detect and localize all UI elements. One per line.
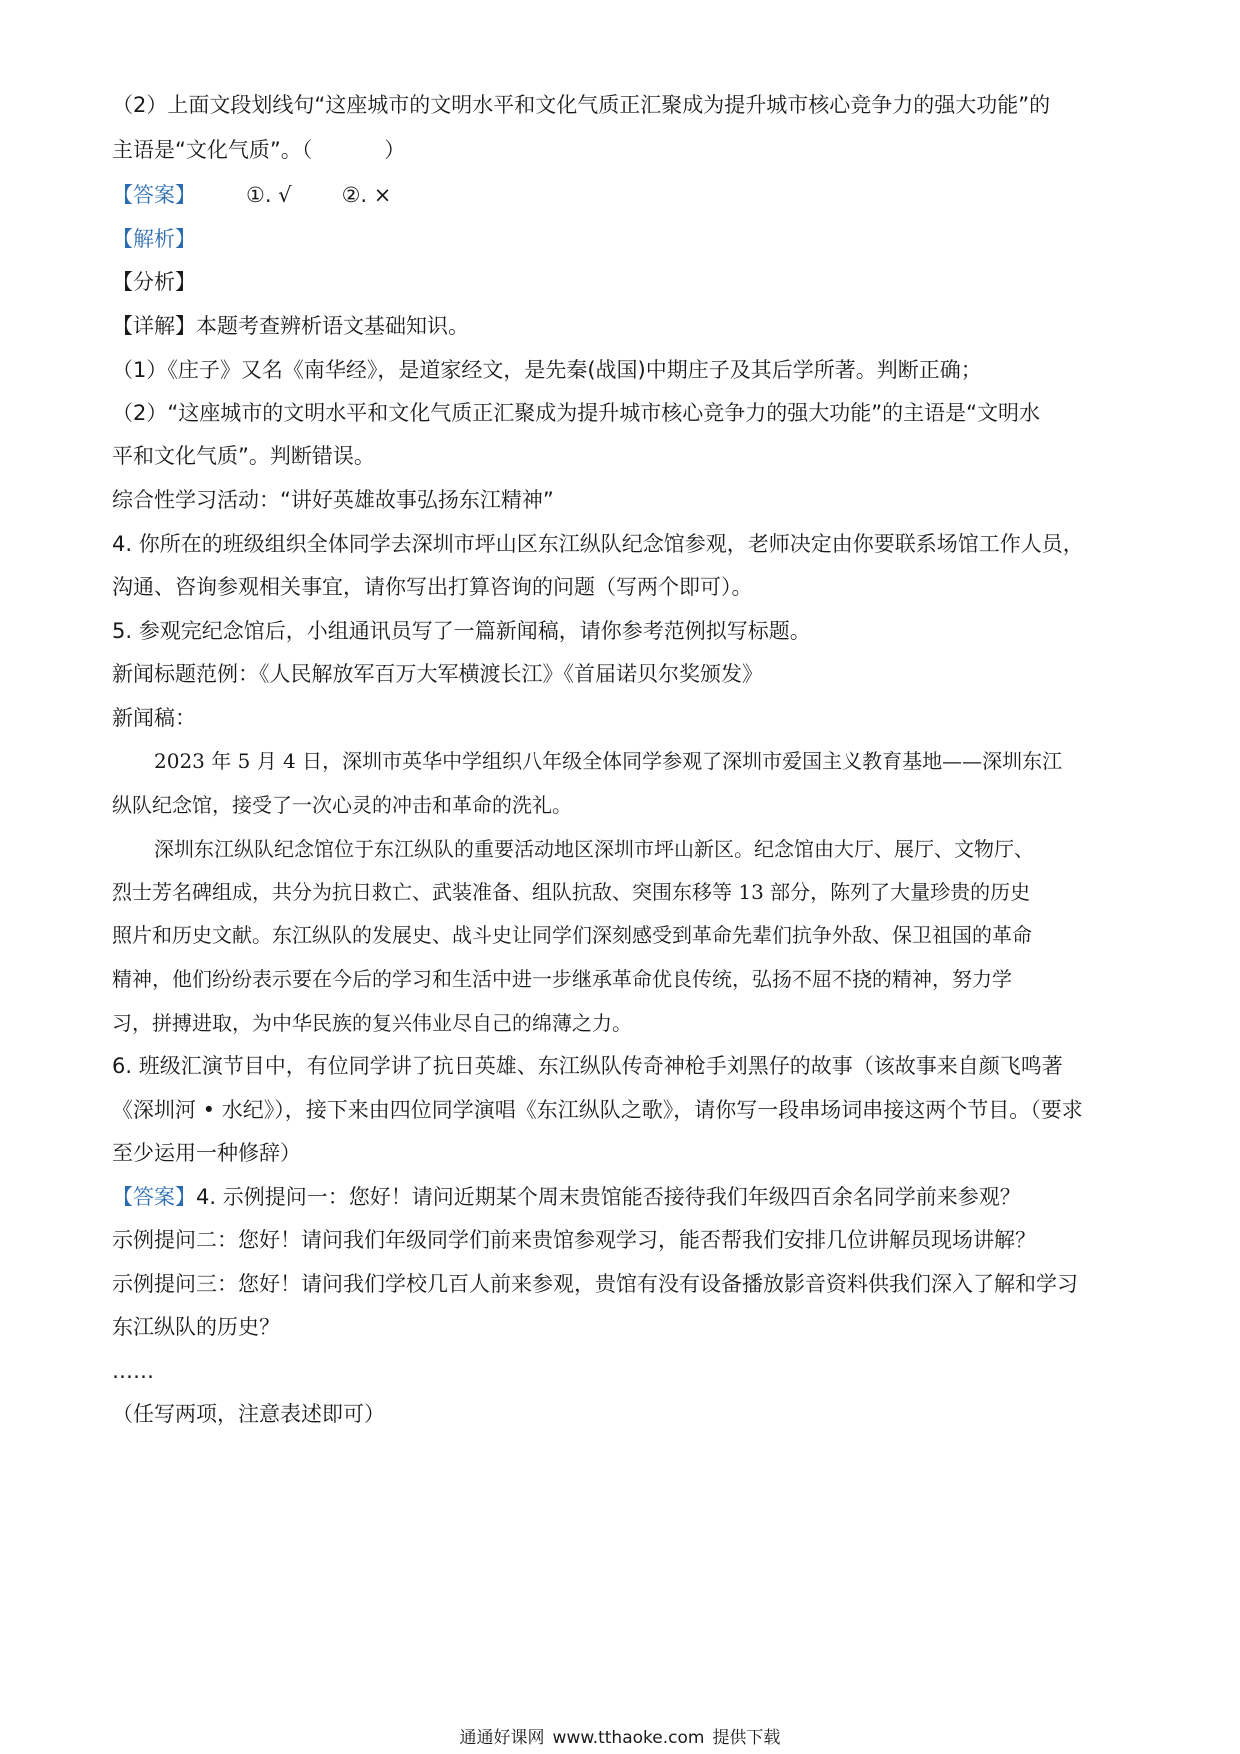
question-6: 6. 班级汇演节目中，有位同学讲了抗日英雄、东江纵队传奇神枪手刘黑仔的故事（该故事来自颜飞鸣著 xyxy=(112,1054,1063,1078)
question-6-continued: 《深圳河 • 水纪》），接下来由四位同学演唱《东江纵队之歌》，请你写一段串场词串接这两个节目。（要求 xyxy=(112,1098,1083,1122)
explanation-2-continued: 平和文化气质”。判断错误。 xyxy=(112,444,375,468)
question-4-continued: 沟通、咨询参观相关事宜，请你写出打算咨询的问题（写两个即可）。 xyxy=(112,575,753,599)
fenxi-tag: 【分析】 xyxy=(112,270,196,294)
news-paragraph-2-line-5: 习，拼搏进取，为中华民族的复兴伟业尽自己的绵薄之力。 xyxy=(112,1011,632,1035)
news-paragraph-1: 2023 年 5 月 4 日，深圳市英华中学组织八年级全体同学参观了深圳市爱国主义教育基地——深圳东江 xyxy=(154,749,1063,773)
question-2-line: （2）上面文段划线句“这座城市的文明水平和文化气质正汇聚成为提升城市核心竞争力的强大功能”的 xyxy=(112,93,1051,117)
headline-examples: 新闻标题范例：《人民解放军百万大军横渡长江》《首届诺贝尔奖颁发》 xyxy=(112,662,763,686)
news-paragraph-2-line-2: 烈士芳名碑组成，共分为抗日救亡、武装准备、组队抗敌、突围东移等 13 部分，陈列了大量珍贵的历史 xyxy=(112,880,1031,904)
answer-2: ②. × xyxy=(341,183,392,207)
question-2-close: ） xyxy=(384,138,406,162)
ellipsis: …… xyxy=(112,1359,154,1383)
news-paragraph-2-line-4: 精神，他们纷纷表示要在今后的学习和生活中进一步继承革命优良传统，弘扬不屈不挠的精神，努力学 xyxy=(112,967,1012,991)
analysis-tag: 【解析】 xyxy=(112,227,196,251)
answer-4-example-3-continued: 东江纵队的历史？ xyxy=(112,1315,280,1339)
answer-4-line xyxy=(112,1182,1130,1212)
footer-site-name: 通通好课网 xyxy=(459,1728,545,1748)
news-paragraph-2: 深圳东江纵队纪念馆位于东江纵队的重要活动地区深圳市坪山新区。纪念馆由大厅、展厅、文物厅、 xyxy=(154,837,1034,861)
question-6-requirement: 至少运用一种修辞） xyxy=(112,1141,301,1165)
answer-tag-2: 【答案】 xyxy=(112,1185,196,1209)
activity-title: 综合性学习活动：“讲好英雄故事弘扬东江精神” xyxy=(112,488,554,512)
question-5: 5. 参观完纪念馆后，小组通讯员写了一篇新闻稿，请你参考范例拟写标题。 xyxy=(112,619,811,643)
question-2-line-continued xyxy=(112,135,1130,165)
answer-4-example-3: 示例提问三：您好！请问我们学校几百人前来参观，贵馆有没有设备播放影音资料供我们深入了解和学习 xyxy=(112,1272,1078,1296)
answer-tag: 【答案】 xyxy=(112,183,196,207)
page-footer xyxy=(0,1726,1240,1750)
footer-suffix: 提供下载 xyxy=(712,1728,781,1748)
explanation-2: （2）“这座城市的文明水平和文化气质正汇聚成为提升城市核心竞争力的强大功能”的主语是“文明水 xyxy=(112,401,1040,425)
footer-url[interactable]: www.tthaoke.com xyxy=(552,1728,705,1748)
news-paragraph-2-line-3: 照片和历史文献。东江纵队的发展史、战斗史让同学们深刻感受到革命先辈们抗争外敌、保卫祖国的革命 xyxy=(112,923,1032,947)
answer-4-example-2: 示例提问二：您好！请问我们年级同学们前来贵馆参观学习，能否帮我们安排几位讲解员现场讲解？ xyxy=(112,1228,1036,1252)
answer-line xyxy=(112,180,1130,210)
answer-4-example-1: 4. 示例提问一：您好！请问近期某个周末贵馆能否接待我们年级四百余名同学前来参观？ xyxy=(196,1185,1021,1209)
detail-line: 【详解】本题考查辨析语文基础知识。 xyxy=(112,314,469,338)
news-label: 新闻稿： xyxy=(112,706,196,730)
explanation-1: （1）《庄子》又名《南华经》，是道家经文，是先秦(战国)中期庄子及其后学所著。判断正确； xyxy=(112,358,982,382)
news-paragraph-1-continued: 纵队纪念馆，接受了一次心灵的冲击和革命的洗礼。 xyxy=(112,793,572,817)
answer-1: ①. √ xyxy=(246,183,292,207)
question-2-text: 主语是“文化气质”。（ xyxy=(112,138,313,162)
answer-note: （任写两项，注意表述即可） xyxy=(112,1402,385,1426)
question-4: 4. 你所在的班级组织全体同学去深圳市坪山区东江纵队纪念馆参观，老师决定由你要联系场馆工作人员， xyxy=(112,532,1084,556)
